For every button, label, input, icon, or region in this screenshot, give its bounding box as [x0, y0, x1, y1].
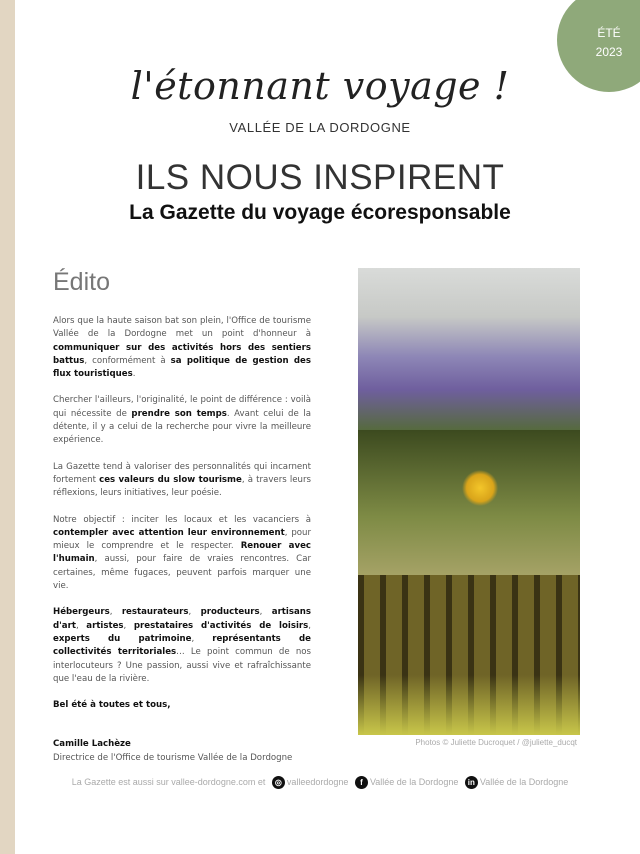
text: .: [132, 369, 136, 380]
lavender-photo: [358, 268, 580, 430]
edito-paragraph: [53, 394, 311, 447]
linkedin-link[interactable]: Vallée de la Dordogne: [479, 776, 569, 787]
text: … Le point commun de nos interlocuteurs ? Une passion, aussi vive et rafraîchissante que l'eau de la rivière.: [53, 647, 312, 684]
bold-text: artisans d'art: [53, 607, 312, 631]
bold-text: prendre son temps: [131, 408, 227, 419]
page-subtitle: La Gazette du voyage écoresponsable: [129, 201, 511, 224]
bold-text: producteurs: [200, 607, 260, 618]
bold-text: artistes: [86, 620, 124, 631]
text: ,: [188, 607, 201, 618]
text: ,: [123, 620, 134, 631]
footer-text: La Gazette est aussi sur vallee-dordogne.com et: [71, 776, 266, 787]
page-title: ILS NOUS INSPIRENT: [135, 158, 505, 197]
instagram-link[interactable]: valleedordogne: [286, 776, 349, 787]
photo-credit: Photos © Juliette Ducroquet / @juliette_ducqt: [415, 738, 577, 747]
photo-column: [358, 268, 580, 735]
text: Alors que la haute saison bat son plein, l'Office de tourisme Vallée de la Dordogne met un point d'honneur à: [53, 316, 311, 340]
text: . Avant celui de la détente, il y a celui de la recherche pour vivre la meilleure expérience.: [53, 408, 311, 446]
text: , aussi, pour faire de vraies rencontres. Car certaines, même fugaces, peuvent parfois marquer une vie.: [53, 554, 311, 592]
edito-paragraph: [53, 606, 311, 686]
edito-heading: Édito: [53, 268, 110, 296]
bold-text: Bel été à toutes et tous,: [53, 700, 171, 711]
text: Notre objectif : inciter les locaux et les vacanciers à: [53, 514, 311, 525]
edito-paragraph: [53, 699, 311, 712]
text: ,: [191, 633, 213, 644]
bold-text: Renouer avec l'humain: [53, 541, 311, 565]
signature-name: Camille Lachèze: [53, 739, 131, 750]
linkedin-icon[interactable]: in: [465, 776, 478, 789]
logo-subtitle: VALLÉE DE LA DORDOGNE: [229, 120, 411, 135]
season-label: ÉTÉ: [597, 26, 621, 40]
edito-paragraph: [53, 315, 311, 381]
facebook-link[interactable]: Vallée de la Dordogne: [369, 776, 459, 787]
text: ,: [109, 607, 122, 618]
text: , pour mieux le comprendre et le respecter.: [53, 527, 312, 552]
logo: l'étonnant voyage !: [130, 64, 510, 108]
sunflower-photo: [358, 430, 580, 575]
facebook-icon[interactable]: f: [355, 776, 368, 789]
bold-text: experts du patrimoine: [53, 633, 192, 644]
text: La Gazette tend à valoriser des personnalités qui incarnent fortement: [53, 461, 311, 485]
footer: [0, 776, 640, 789]
bold-text: prestataires d'activités de loisirs: [133, 620, 309, 631]
text: ,: [75, 620, 87, 631]
bold-text: Hébergeurs: [53, 607, 110, 618]
text: Chercher l'ailleurs, l'originalité, le point de différence : voilà qui nécessite de: [53, 395, 311, 419]
bold-text: représentants de collectivités territoriales: [53, 633, 311, 658]
edito-paragraph: [53, 514, 311, 594]
bold-text: sa politique de gestion des flux touristiques: [53, 355, 312, 380]
text: , à travers leurs réflexions, leurs initiatives, leur poésie.: [53, 474, 311, 499]
forest-photo: [358, 575, 580, 735]
edito-paragraph: [53, 461, 311, 501]
bold-text: contempler avec attention leur environnement: [53, 527, 285, 538]
signature-role: Directrice de l'Office de tourisme Vallée de la Dordogne: [53, 752, 293, 763]
bold-text: ces valeurs du slow tourisme: [99, 474, 242, 485]
text: , conformément à: [84, 355, 171, 366]
bold-text: restaurateurs: [121, 607, 189, 618]
text: ,: [259, 607, 272, 618]
season-year: 2023: [595, 45, 623, 59]
bold-text: communiquer sur des activités hors des sentiers battus: [53, 342, 311, 366]
edito-body: [53, 315, 311, 765]
instagram-icon[interactable]: ◎: [272, 776, 285, 789]
text: ,: [308, 620, 312, 631]
